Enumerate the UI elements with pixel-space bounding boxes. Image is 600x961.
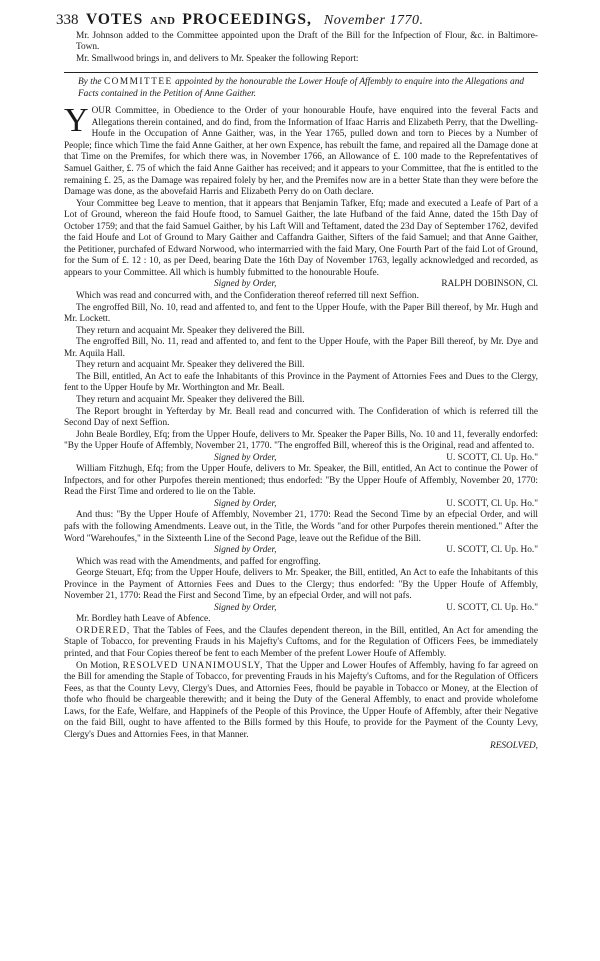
proceeding-line: John Beale Bordley, Efq; from the Upper Houfe, delivers to Mr. Speaker the Paper Bills, No. 10 and 11, feverally endorfed: "By the Upper Houfe of Affembly, November 21, 1770. "The engroffed Bill, whereof this is the Original, read and affented to. <box>64 429 538 452</box>
signer-name: U. SCOTT, Cl. Up. Ho." <box>446 498 538 509</box>
clerk-signature <box>64 499 538 511</box>
resolved-lead: On Motion, <box>76 660 120 671</box>
signer-name: RALPH DOBINSON, Cl. <box>441 279 538 290</box>
resolved-paragraph <box>64 661 538 742</box>
report-signature <box>64 279 538 291</box>
report-paragraph-2: Your Committee beg Leave to mention, that it appears that Benjamin Tafker, Efq; made and executed a Leafe of Part of a Lot of Ground, whereon the faid Houfe ftood, to Samuel Gaither, the late Hufband of the faid Anne, dated the 15th Day of October 1759; and that the faid Samuel Gaither, by his Laft Will and Teftament, dated the 23d Day of September 1762, devifed the faid Houfe and Lot of Ground to Mary Gaither and Caffandra Gaither, Sifters of the faid Samuel; and that Anne Gaither, the Petitioner, purchafed of Edward Norwood, who intermarried with the faid Mary, One Fourth Part of the faid Lot of Ground, for the Sum of £. 12 : 10, as per Deed, bearing Date the 16th Day of November 1763, legally acknowledged and recorded, as appears to your Committee. All which is humbly fubmitted to the honourable Houfe. <box>64 198 538 278</box>
resolved-text: That the Upper and Lower Houfes of Affembly, having fo far agreed on the Bill for amending the Staple of Tobacco, for preventing Frauds in his Majefty's Cuftoms, and for the Regulation of Officers Fees, as that the County Levy, Clergy's Dues, and Attornies Fees, fhould be payable in Tobacco or Money, at the Election of thofe who fhould be chargeable therewith; and it being the Duty of the General Affembly, to enact and provide wholefome Laws, for the Eafe, Welfare, and Happinefs of the People of this Province, the Upper Houfe of Affembly, after their Negative on the faid Bill, ought to have affented to the Bills formed by this Houfe, to provide for the Payment of the County Levy, Clergy's Dues and Attornies Fees, in that Manner. <box>64 660 539 740</box>
page-header <box>56 11 538 28</box>
signed-by-label: Signed by Order, <box>214 602 277 613</box>
report-text-1: OUR Committee, in Obedience to the Order of your honourable Houfe, have enquired into the feveral Facts and Allegations therein contained, and do find, from the Information of Ifaac Harris and Elizabeth Perry, that the Dwelling-Houfe in the Occupation of Anne Gaither, was, in the Year 1765, pulled down and torn to Pieces by a Number of People; fince which Time the faid Anne Gaither, at her own Expence, has rebuilt the fame, and repaired all the Damage done at that Time on the Premifes, for which there was, in November 1766, an Allowance of £. 100 made to the Reprefentatives of Samuel Gaither, £. 75 of which the faid Anne Gaither has received; and it appears to your Committee, that fhe is entitled to the remaining £. 25, as the Damage was repaired folely by her, and the Premifes now are in a better State than they were before the Damage was done, as the abovefaid Harris and Elizabeth Perry do on Oath declare. <box>64 106 538 198</box>
catchword: RESOLVED, <box>490 741 538 752</box>
fitzhugh-paragraph: William Fitzhugh, Efq; from the Upper Houfe, delivers to Mr. Speaker, the Bill, entitled, An Act to continue the Power of Infpectors, and for other Purpofes therein mentioned; thus endorfed: "By the Upper Houfe of Affembly, November 20, 1770: Read the First Time and ordered to lie on the Table. <box>64 464 538 498</box>
title-proceedings: PROCEEDINGS, <box>182 11 312 28</box>
committee-rest: appointed by the honourable the Lower Houfe of Affembly to enquire into the Allegations and Facts contained in the Petition of Anne Gaither. <box>78 77 525 99</box>
clerk-signature <box>64 603 538 615</box>
ordered-word: ORDERED, <box>76 625 131 636</box>
ordered-text: That the Tables of Fees, and the Claufes dependent thereon, in the Bill, entitled, An Act for amending the Staple of Tobacco, for preventing Frauds in his Majefty's Cuftoms, and for the Regulation of Officers Fees, be immediately printed, and that Four Copies thereof be fent to each Member of the prefent Lower Houfe of Affembly. <box>64 625 539 659</box>
signer-name: U. SCOTT, Cl. Up. Ho." <box>446 452 538 463</box>
running-title <box>86 11 312 28</box>
section-rule <box>64 72 538 73</box>
and-thus-paragraph: And thus: "By the Upper Houfe of Affembly, November 21, 1770: Read the Second Time by an efpecial Order, and will pafs with the following Amendments. Leave out, in the Title, the Words "and for other Purpofes therein mentioned." After the Word "Warehoufes," in the Sixteenth Line of the Second Page, leave out the Refidue of the Bill. <box>64 510 538 544</box>
resolved-word: RESOLVED UNANIMOUSLY, <box>122 660 264 671</box>
signed-by-label: Signed by Order, <box>214 279 277 290</box>
amendments-line: Which was read with the Amendments, and paffed for engroffing. <box>76 556 321 567</box>
proceeding-line: The engroffed Bill, No. 10, read and affented to, and fent to the Upper Houfe, with the Paper Bill thereof, by Mr. Hugh and Mr. Lockett. <box>64 302 538 325</box>
committee-caps: COMMITTEE <box>103 77 173 88</box>
signed-by-label: Signed by Order, <box>214 545 277 556</box>
drop-capital: Y <box>64 102 89 140</box>
title-and: AND <box>150 15 176 27</box>
header-date: November 1770. <box>323 13 424 28</box>
proceeding-line: The engroffed Bill, No. 11, read and affented to, and fent to the Upper Houfe, with the Paper Bill thereof, by Mr. Dye and Mr. Aquila Hall. <box>64 337 538 359</box>
clerk-signature <box>64 545 538 557</box>
page-number: 338 <box>56 12 79 28</box>
title-votes: VOTES <box>86 11 144 28</box>
proceeding-line: They return and acquaint Mr. Speaker they delivered the Bill. <box>76 325 305 336</box>
proceeding-line: They return and acquaint Mr. Speaker they delivered the Bill. <box>76 394 305 405</box>
opening-para-1: Mr. Johnson added to the Committee appointed upon the Draft of the Bill for the Infpection of Flour, &c. in Baltimore-Town. <box>76 30 538 53</box>
steuart-paragraph: George Steuart, Efq; from the Upper Houfe, delivers to Mr. Speaker, the Bill, entitled, An Act to eafe the Inhabitants of this Province in the Payment of Attornies Fees and Dues to the Clergy; thus endorfed: "By the Upper Houfe of Affembly, November 21, 1770: Read the First and Second Time, by an efpecial Order, and will not pafs. <box>64 568 538 602</box>
proceeding-line: The Report brought in Yefterday by Mr. Beall read and concurred with. The Confideration of which is referred till the Second Day of next Seffion. <box>64 406 538 429</box>
proceeding-line: They return and acquaint Mr. Speaker they delivered the Bill. <box>76 360 305 371</box>
signed-by-label: Signed by Order, <box>214 498 277 509</box>
ordered-paragraph <box>64 626 538 661</box>
bordley-line: Mr. Bordley hath Leave of Abfence. <box>76 614 211 625</box>
signer-name: U. SCOTT, Cl. Up. Ho." <box>446 602 538 613</box>
proceeding-line: The Bill, entitled, An Act to eafe the Inhabitants of this Province in the Payment of Attornies Fees and Dues to the Clergy, fent to the Upper Houfe by Mr. Worthington and Mr. Beall. <box>64 371 538 394</box>
committee-prefix: By the <box>78 77 102 88</box>
clerk-signature <box>64 453 538 465</box>
opening-para-2: Mr. Smallwood brings in, and delivers to Mr. Speaker the following Report: <box>76 53 359 64</box>
proceeding-line: Which was read and concurred with, and the Confideration thereof referred till next Seffion. <box>76 291 419 302</box>
report-paragraph-1 <box>64 102 538 198</box>
signed-by-label: Signed by Order, <box>214 452 277 463</box>
committee-heading <box>64 77 538 100</box>
signer-name: U. SCOTT, Cl. Up. Ho." <box>446 545 538 556</box>
